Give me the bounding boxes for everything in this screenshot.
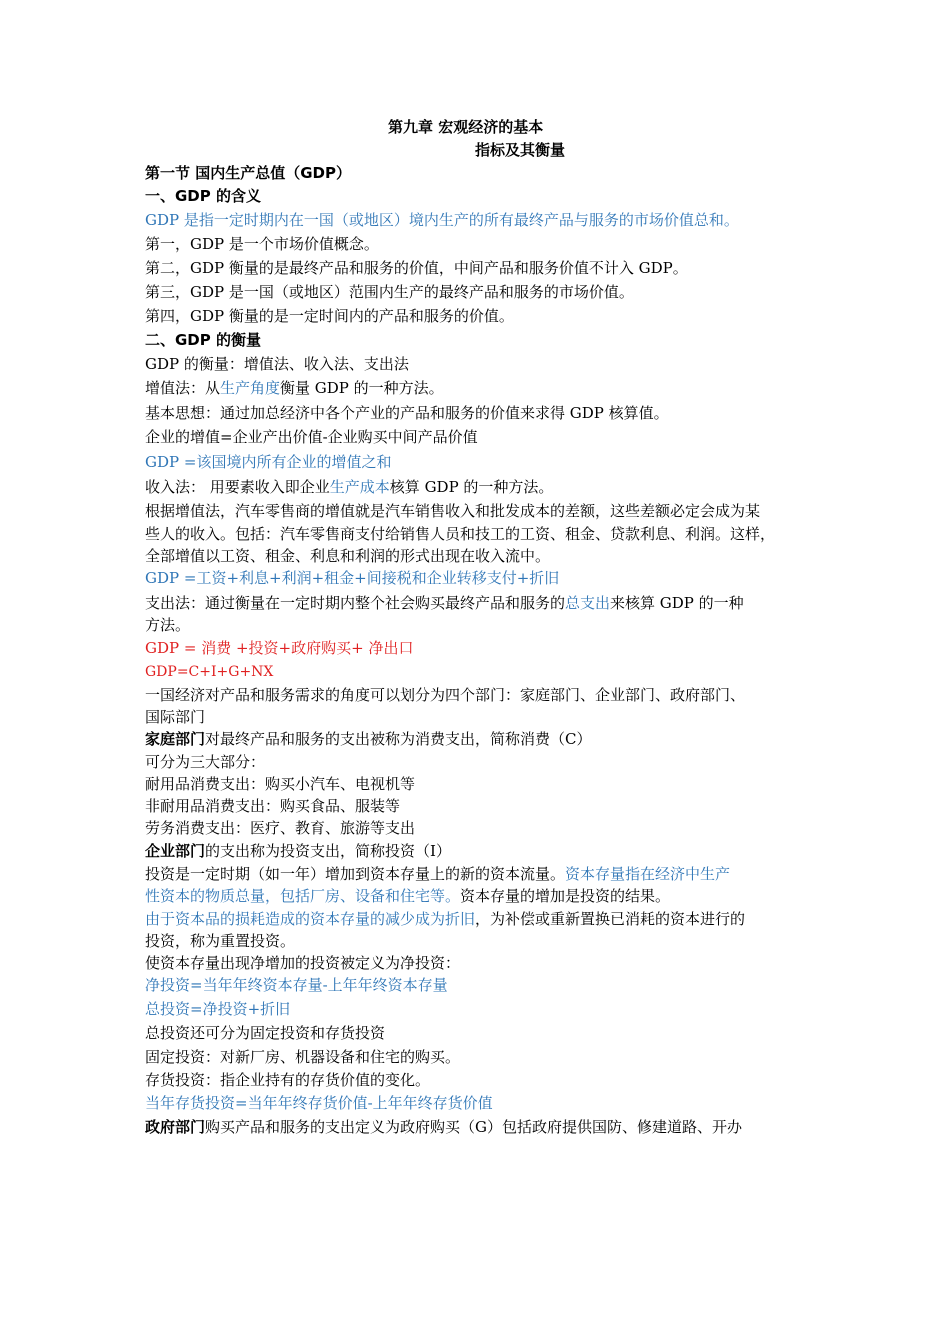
point-2: 第二，GDP 衡量的是最终产品和服务的价值，中间产品和服务价值不计入 GDP。 (145, 259, 688, 277)
invest-highlight1: 资本存量指在经济中生产 (565, 865, 731, 883)
gross-investment-split: 总投资还可分为固定投资和存货投资 (145, 1024, 386, 1042)
income-paragraph-line3: 全部增值以工资、租金、利息和利润的形式出现在收入流中。 (145, 547, 551, 565)
section-heading: 第一节 国内生产总值（GDP） (145, 164, 351, 182)
inventory-investment: 存货投资：指企业持有的存货价值的变化。 (145, 1071, 431, 1089)
government-rest: 购买产品和服务的支出定义为政府购买（G）包括政府提供国防、修建道路、开办 (205, 1118, 743, 1136)
consumption-services: 劳务消费支出：医疗、教育、旅游等支出 (145, 819, 416, 837)
household-sector (145, 729, 592, 749)
chapter-title-line1: 第九章 宏观经济的基本 (388, 118, 544, 136)
exp-post: 来核算 GDP 的一种 (610, 594, 744, 612)
measure-methods: GDP 的衡量：增值法、收入法、支出法 (145, 355, 409, 373)
enterprise-sector (145, 841, 451, 861)
point-3: 第三，GDP 是一国（或地区）范围内生产的最终产品和服务的市场价值。 (145, 283, 634, 301)
income-paragraph-line2: 些人的收入。包括：汽车零售商支付给销售人员和技工的工资、租金、贷款利息、利润。这样， (145, 525, 776, 543)
va-highlight: 生产角度 (220, 379, 281, 397)
firm-value-added: 企业的增值=企业产出价值-企业购买中间产品价值 (145, 428, 478, 446)
net-investment-formula: 净投资=当年年终资本存量-上年年终资本存量 (145, 976, 448, 994)
income-paragraph-line1: 根据增值法，汽车零售商的增值就是汽车销售收入和批发成本的差额，这些差额必定会成为某 (145, 502, 761, 520)
gdp-value-added-formula: GDP =该国境内所有企业的增值之和 (145, 453, 392, 471)
expenditure-method-line2: 方法。 (145, 616, 191, 634)
point-1: 第一，GDP 是一个市场价值概念。 (145, 235, 379, 253)
consumption-durable: 耐用品消费支出：购买小汽车、电视机等 (145, 775, 416, 793)
invest-pre: 投资是一定时期（如一年）增加到资本存量上的新的资本流量。 (145, 865, 566, 883)
investment-line2 (145, 886, 670, 906)
sectors-line2: 国际部门 (145, 708, 206, 726)
subheading-gdp-meaning: 一、GDP 的含义 (145, 187, 261, 205)
gross-investment-formula: 总投资=净投资+折旧 (145, 1000, 291, 1018)
depreciation-line2: 投资，称为重置投资。 (145, 932, 296, 950)
invest-highlight2: 性资本的物质总量，包括厂房、设备和住宅等。 (145, 887, 461, 905)
value-added-method (145, 378, 444, 398)
consumption-nondurable: 非耐用品消费支出：购买食品、服装等 (145, 797, 401, 815)
point-4: 第四，GDP 衡量的是一定时间内的产品和服务的价值。 (145, 307, 514, 325)
chapter-title-line2: 指标及其衡量 (475, 141, 566, 159)
income-method (145, 477, 553, 497)
va-pre: 增值法：从 (145, 379, 221, 397)
enterprise-bold: 企业部门 (145, 842, 206, 860)
exp-highlight: 总支出 (565, 594, 611, 612)
gdp-cignx-formula: GDP=C+I+G+NX (145, 664, 274, 680)
basic-idea: 基本思想：通过加总经济中各个产业的产品和服务的价值来求得 GDP 核算值。 (145, 404, 669, 422)
household-bold: 家庭部门 (145, 730, 206, 748)
depr-post: ，为补偿或重新置换已消耗的资本进行的 (475, 910, 746, 928)
inc-highlight: 生产成本 (329, 478, 390, 496)
sectors-line1: 一国经济对产品和服务需求的角度可以划分为四个部门：家庭部门、企业部门、政府部门、 (145, 686, 746, 704)
fixed-investment: 固定投资：对新厂房、机器设备和住宅的购买。 (145, 1048, 461, 1066)
enterprise-rest: 的支出称为投资支出，简称投资（I） (205, 842, 451, 860)
invest-post2: 资本存量的增加是投资的结果。 (460, 887, 671, 905)
inc-pre: 收入法： 用要素收入即企业 (145, 478, 330, 496)
expenditure-method (145, 593, 744, 613)
government-sector (145, 1117, 742, 1137)
va-post: 衡量 GDP 的一种方法。 (280, 379, 444, 397)
inc-post: 核算 GDP 的一种方法。 (389, 478, 554, 496)
inventory-investment-formula: 当年存货投资=当年年终存货价值-上年年终存货价值 (145, 1094, 493, 1112)
government-bold: 政府部门 (145, 1118, 206, 1136)
net-investment-def: 使资本存量出现净增加的投资被定义为净投资： (145, 954, 461, 972)
gdp-expenditure-formula: GDP = 消费 +投资+政府购买+ 净出口 (145, 639, 414, 657)
depr-highlight: 由于资本品的损耗造成的资本存量的减少成为折旧 (145, 910, 476, 928)
gdp-income-formula: GDP =工资+利息+利润+租金+间接税和企业转移支付+折旧 (145, 569, 560, 587)
exp-pre: 支出法：通过衡量在一定时期内整个社会购买最终产品和服务的 (145, 594, 566, 612)
gdp-definition: GDP 是指一定时期内在一国（或地区）境内生产的所有最终产品与服务的市场价值总和。 (145, 211, 739, 229)
investment-line1 (145, 864, 730, 884)
subheading-gdp-measure: 二、GDP 的衡量 (145, 331, 261, 349)
household-rest: 对最终产品和服务的支出被称为消费支出，简称消费（C） (205, 730, 592, 748)
depreciation-line1 (145, 909, 745, 929)
three-parts: 可分为三大部分： (145, 753, 266, 771)
